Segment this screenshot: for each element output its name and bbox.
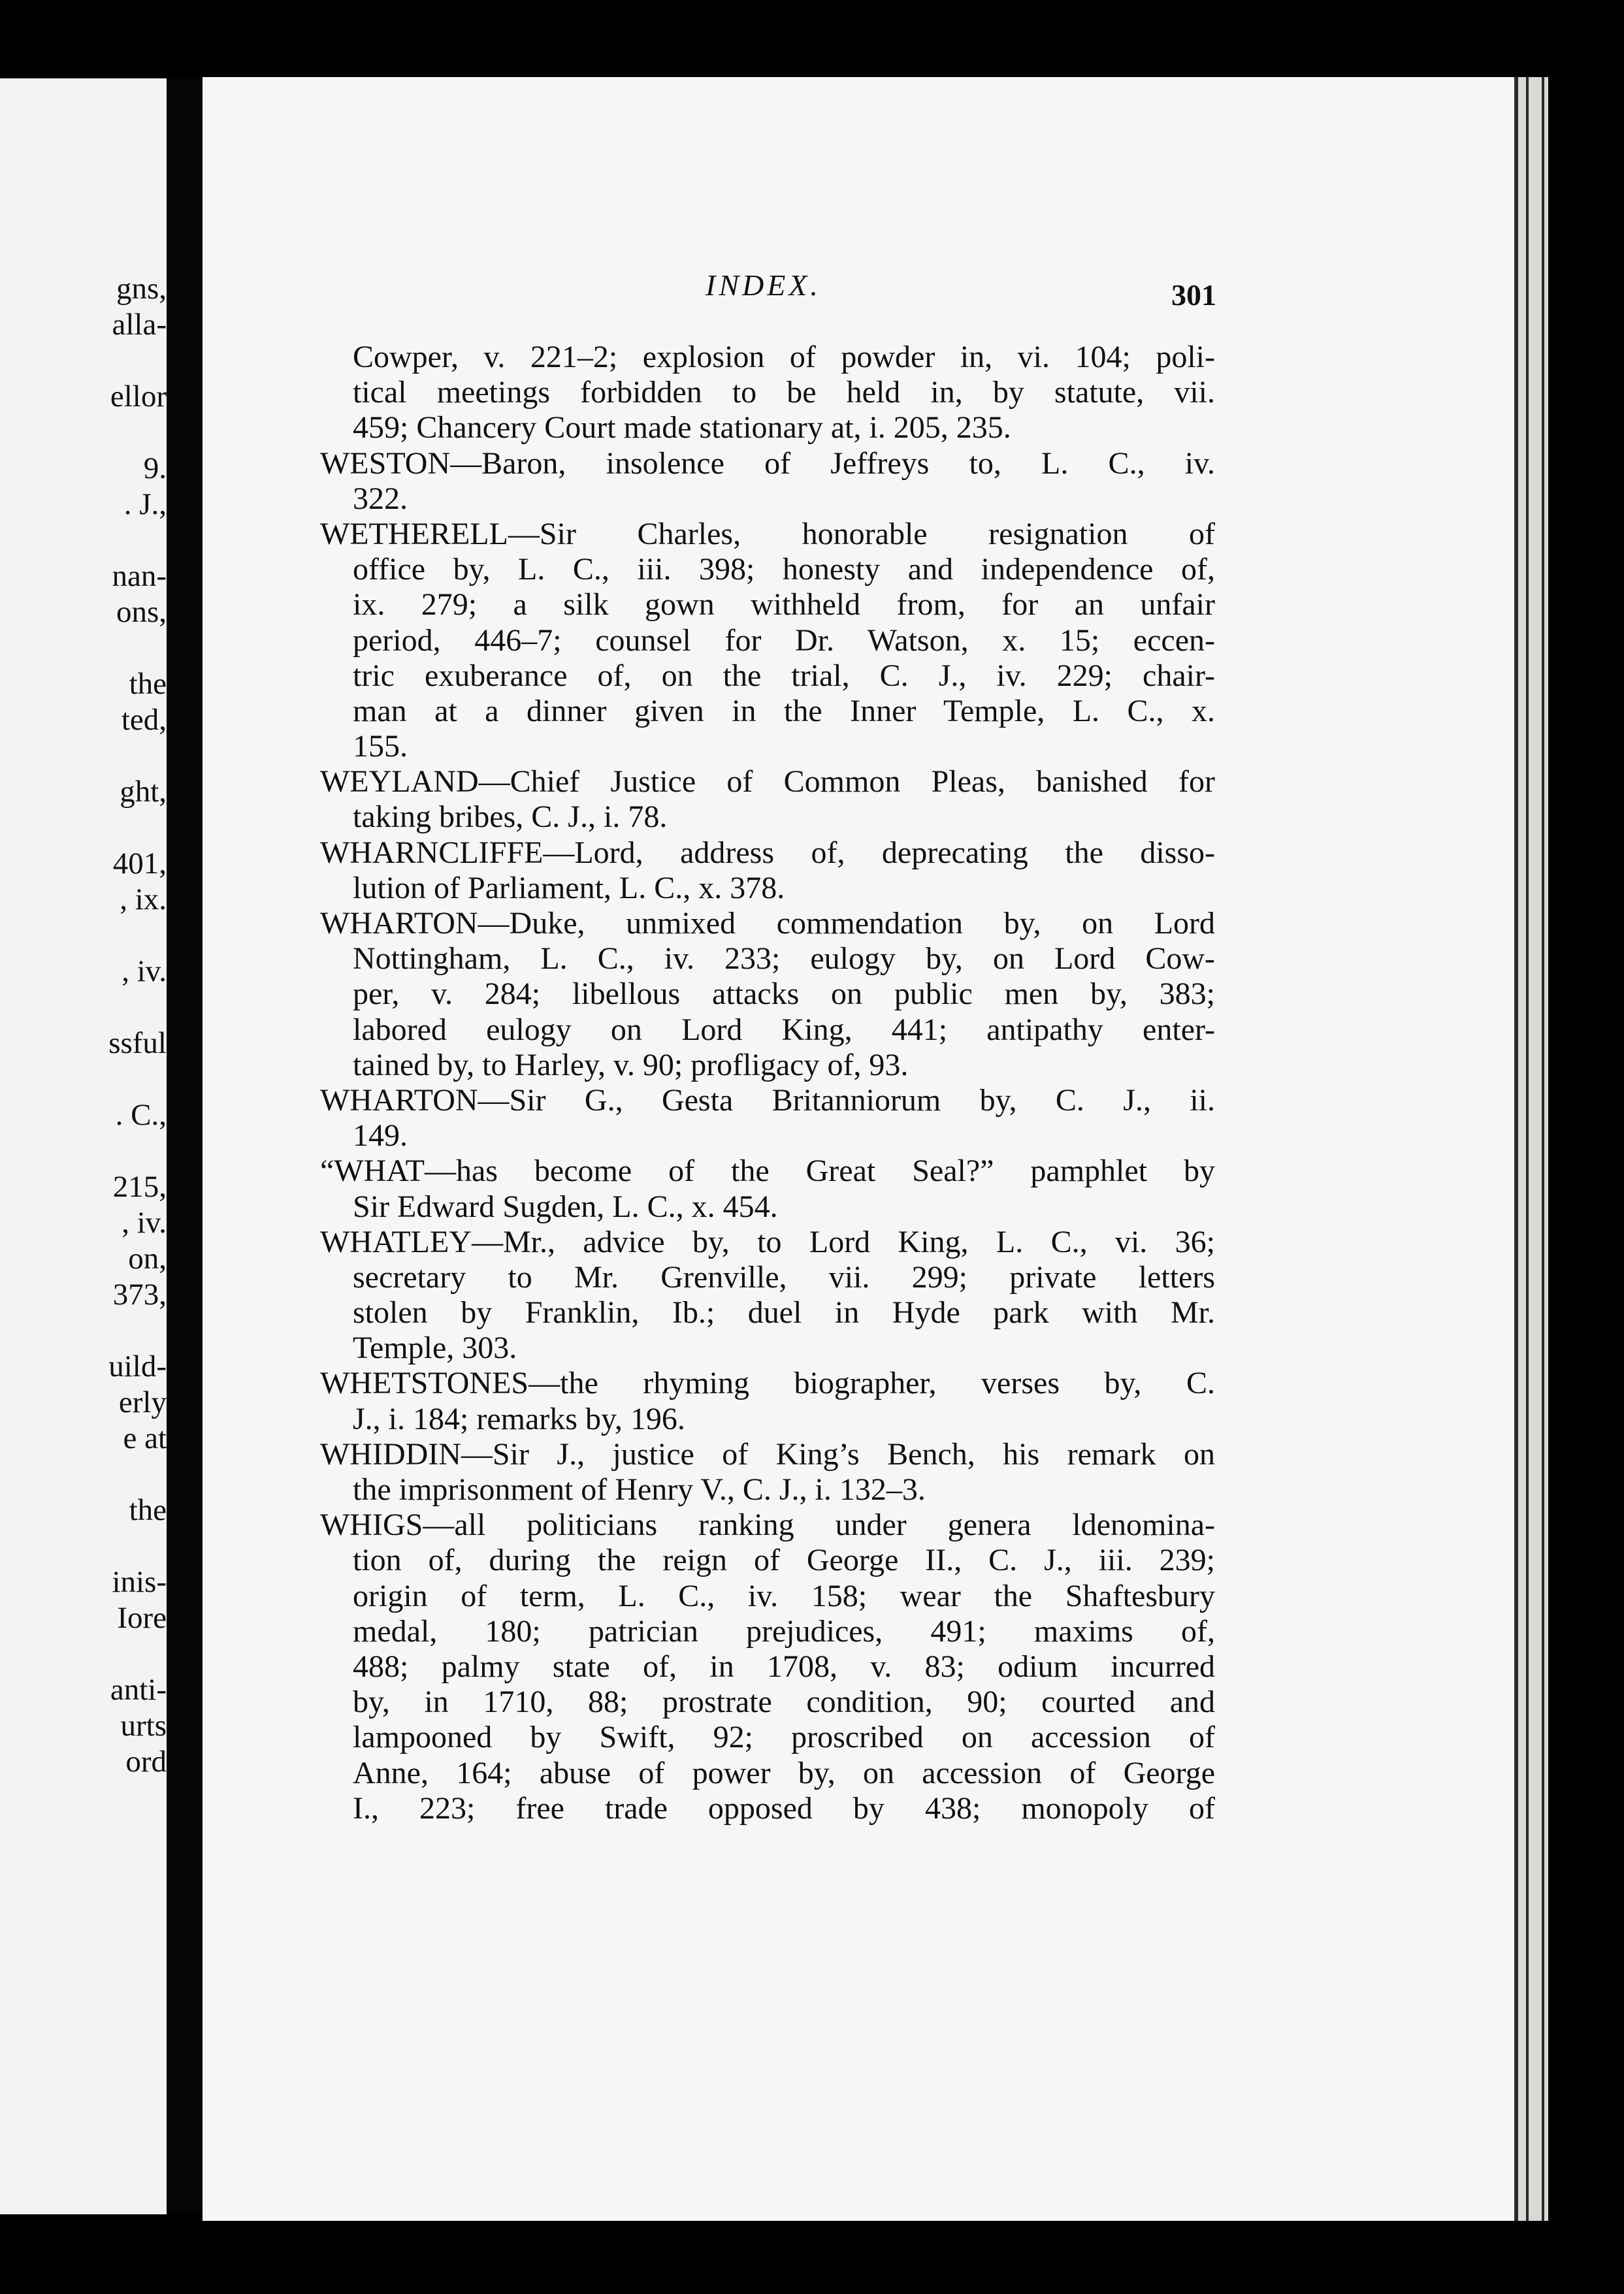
index-line: labored eulogy on Lord King, 441; antipathy enter- <box>353 1012 1215 1047</box>
facing-page-fragment: on, <box>128 1242 167 1276</box>
index-line: ix. 279; a silk gown withheld from, for an unfair <box>353 587 1215 622</box>
index-line: Cowper, v. 221–2; explosion of powder in, vi. 104; poli- <box>353 340 1215 374</box>
running-head: INDEX. <box>706 268 821 302</box>
facing-page-fragment: Iore <box>117 1601 167 1635</box>
index-text <box>320 340 1215 1826</box>
facing-page-fragment: , ix. <box>120 882 167 916</box>
facing-page-fragment: uild- <box>108 1349 167 1383</box>
index-line: WHARTON—Duke, unmixed commendation by, on Lord <box>320 906 1215 941</box>
index-line: 155. <box>353 729 408 764</box>
index-line: WHATLEY—Mr., advice by, to Lord King, L. C., vi. 36; <box>320 1224 1215 1259</box>
facing-page-fragment: 401, <box>112 847 167 880</box>
facing-page-fragment: gns, <box>116 272 167 306</box>
facing-page-fragment: alla- <box>112 308 167 342</box>
index-line: WETHERELL—Sir Charles, honorable resignation of <box>320 516 1215 551</box>
page-edge-line <box>1514 77 1518 2221</box>
index-line: secretary to Mr. Grenville, vii. 299; private letters <box>353 1259 1215 1295</box>
index-line: WHARNCLIFFE—Lord, address of, deprecating the disso- <box>320 835 1215 870</box>
book-gutter <box>167 78 203 2214</box>
index-line: 149. <box>353 1118 408 1154</box>
index-line: office by, L. C., iii. 398; honesty and independence of, <box>353 552 1215 587</box>
facing-page-fragment: , iv. <box>122 954 167 988</box>
facing-page-fragment: inis- <box>112 1565 167 1599</box>
index-line: Nottingham, L. C., iv. 233; eulogy by, on Lord Cow- <box>353 941 1215 977</box>
index-line: WHIDDIN—Sir J., justice of King’s Bench, his remark on <box>320 1436 1215 1472</box>
index-line: tical meetings forbidden to be held in, by statute, vii. <box>353 375 1215 410</box>
facing-page-fragment: urts <box>120 1709 167 1743</box>
facing-page-fragment: . C., <box>115 1098 167 1132</box>
index-line: Anne, 164; abuse of power by, on accession of George <box>353 1755 1215 1790</box>
index-line: man at a dinner given in the Inner Temple, L. C., x. <box>353 693 1215 728</box>
index-line: Temple, 303. <box>353 1331 517 1366</box>
index-line: WESTON—Baron, insolence of Jeffreys to, L. C., iv. <box>320 445 1215 481</box>
facing-page-fragment: e at <box>123 1421 167 1455</box>
index-line: stolen by Franklin, Ib.; duel in Hyde park with Mr. <box>353 1295 1215 1331</box>
facing-page-fragment: 9. <box>143 451 167 485</box>
facing-page-fragment: ted, <box>121 703 167 737</box>
index-line: by, in 1710, 88; prostrate condition, 90; courted and <box>353 1685 1215 1720</box>
index-line: Sir Edward Sugden, L. C., x. 454. <box>353 1189 778 1224</box>
index-line: per, v. 284; libellous attacks on public men by, 383; <box>353 977 1215 1012</box>
facing-page-fragment: anti- <box>110 1673 167 1707</box>
facing-page-fragment: . J., <box>123 487 167 521</box>
facing-page-fragment: ssful <box>108 1026 167 1060</box>
index-line: lampooned by Swift, 92; proscribed on accession of <box>353 1720 1215 1755</box>
index-line: I., 223; free trade opposed by 438; monopoly of <box>353 1790 1215 1826</box>
index-line: taking bribes, C. J., i. 78. <box>353 800 668 835</box>
page-edge-line <box>1526 77 1529 2221</box>
index-line: medal, 180; patrician prejudices, 491; maxims of, <box>353 1613 1215 1649</box>
facing-page-fragment: ght, <box>120 775 167 809</box>
index-line: “WHAT—has become of the Great Seal?” pamphlet by <box>320 1154 1215 1189</box>
index-line: 322. <box>353 481 408 516</box>
facing-page-fragment: erly <box>118 1385 167 1419</box>
facing-page-fragment: , iv. <box>122 1206 167 1240</box>
facing-page-fragment: ord <box>125 1745 167 1779</box>
index-line: tained by, to Harley, v. 90; profligacy of, 93. <box>353 1047 909 1082</box>
index-line: 459; Chancery Court made stationary at, i. 205, 235. <box>353 410 1011 445</box>
facing-page-fragment: the <box>129 1493 167 1527</box>
index-line: origin of term, L. C., iv. 158; wear the Shaftesbury <box>353 1578 1215 1613</box>
index-line: WEYLAND—Chief Justice of Common Pleas, banished for <box>320 764 1215 800</box>
index-line: tion of, during the reign of George II., C. J., iii. 239; <box>353 1543 1215 1578</box>
index-line: 488; palmy state of, in 1708, v. 83; odium incurred <box>353 1649 1215 1684</box>
index-line: tric exuberance of, on the trial, C. J., iv. 229; chair- <box>353 658 1215 693</box>
page-edge-line <box>1542 77 1544 2221</box>
facing-page-fragment: 215, <box>112 1170 167 1204</box>
index-line: WHIGS—all politicians ranking under genera ldenomina- <box>320 1508 1215 1543</box>
index-line: J., i. 184; remarks by, 196. <box>353 1401 685 1436</box>
index-line: the imprisonment of Henry V., C. J., i. 132–3. <box>353 1472 926 1507</box>
index-line: period, 446–7; counsel for Dr. Watson, x. 15; eccen- <box>353 622 1215 658</box>
index-line: WHARTON—Sir G., Gesta Britanniorum by, C. J., ii. <box>320 1082 1215 1118</box>
index-line: WHETSTONES—the rhyming biographer, verses by, C. <box>320 1366 1215 1401</box>
facing-page-fragment: ons, <box>116 595 167 629</box>
facing-page <box>0 78 167 2214</box>
page-number: 301 <box>1171 278 1216 312</box>
index-line: lution of Parliament, L. C., x. 378. <box>353 870 785 905</box>
facing-page-fragment: 373, <box>112 1278 167 1312</box>
facing-page-fragment: ellor <box>110 380 167 413</box>
facing-page-fragment: the <box>129 667 167 701</box>
facing-page-fragment: nan- <box>112 559 167 593</box>
